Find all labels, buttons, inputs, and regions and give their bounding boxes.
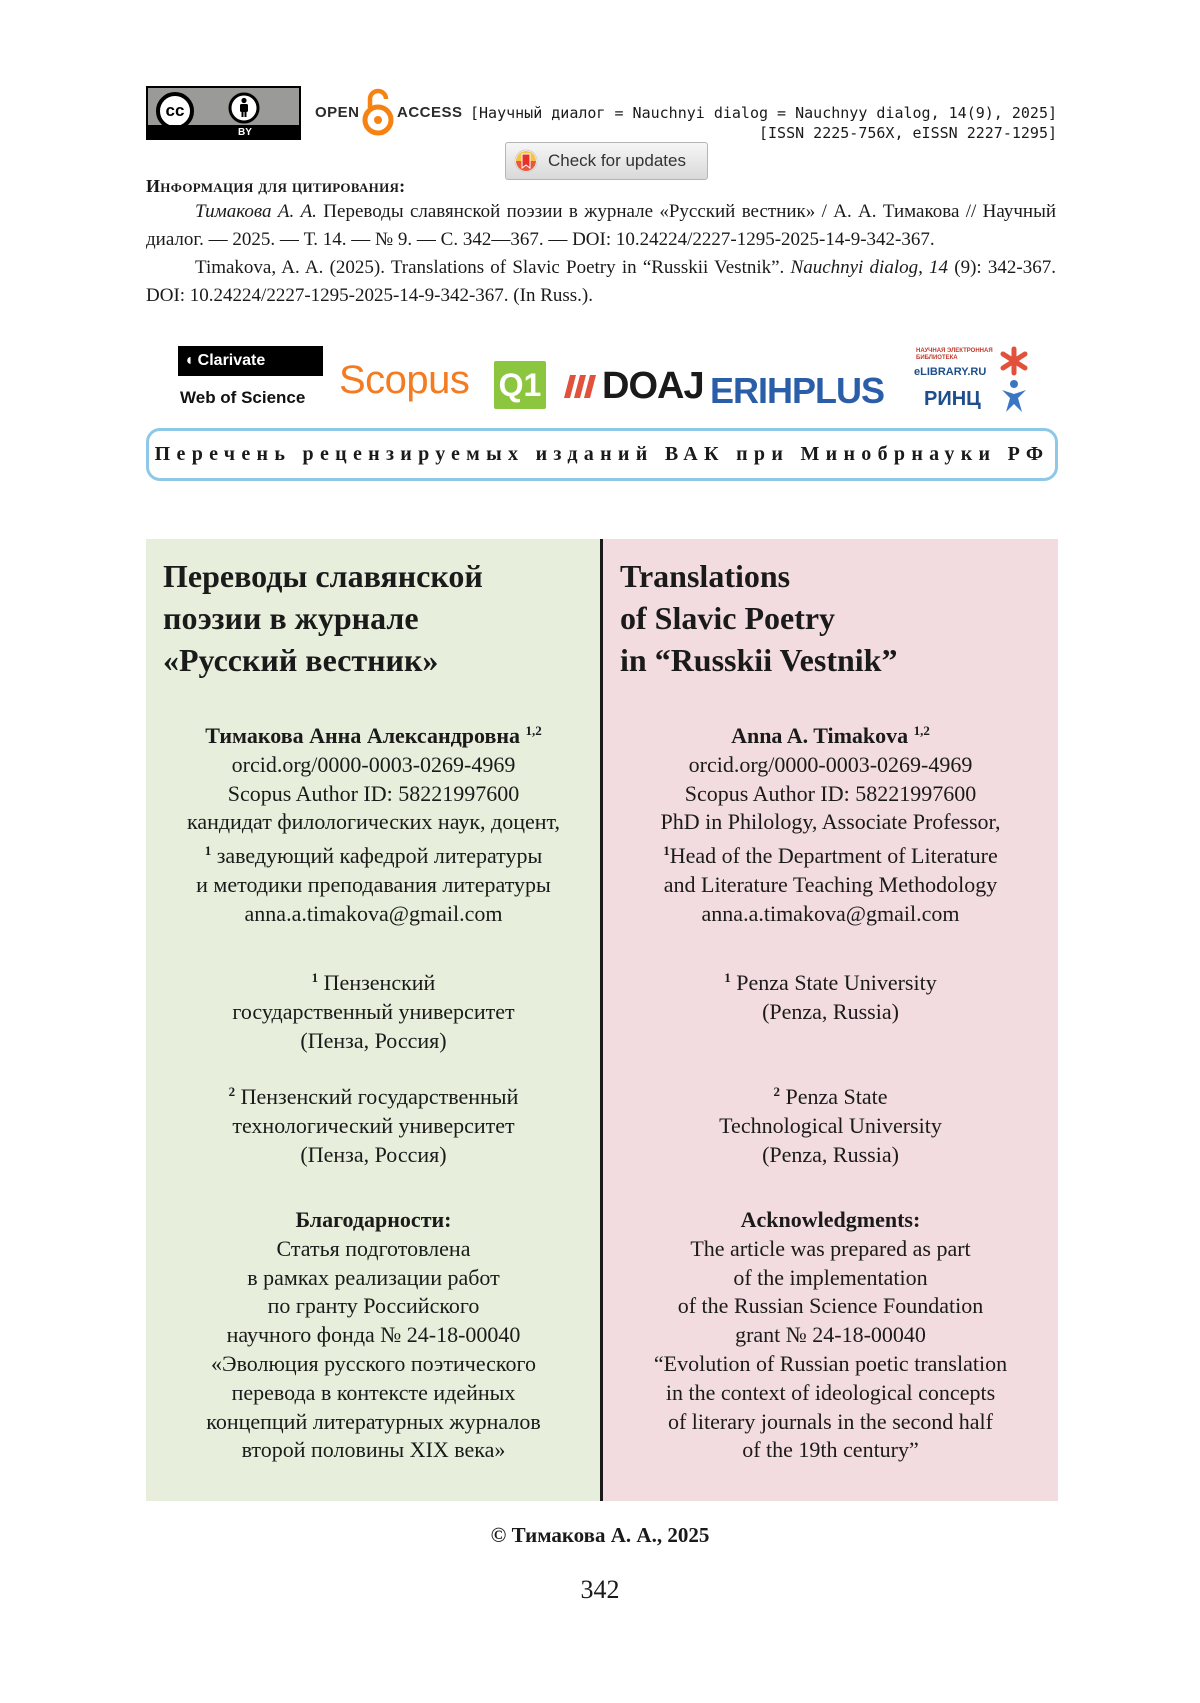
vak-list-label: Перечень рецензируемых изданий ВАК при Минобрнауки РФ xyxy=(154,443,1050,465)
affiliation-1-ru-line1: Пензенский xyxy=(318,970,436,995)
acknowledgments-line: in the context of ideological concepts xyxy=(665,1379,996,1405)
affiliation-2-sup: 2 xyxy=(773,1084,780,1099)
elibrary-tagline: НАУЧНАЯ ЭЛЕКТРОННАЯ БИБЛИОТЕКА xyxy=(916,348,993,361)
attribution-person-icon xyxy=(226,92,262,124)
affiliation-2-en-line3: (Penza, Russia) xyxy=(762,1141,899,1167)
position-en-line1: Head of the Department of Literature xyxy=(669,843,998,869)
author-affiliation-sup: 1,2 xyxy=(913,723,930,738)
article-title-ru: Переводы славянской поэзии в журнале «Русский вестник» xyxy=(163,558,483,678)
author-name-ru: Тимакова Анна Александровна xyxy=(205,723,521,748)
russian-column xyxy=(146,539,601,1501)
index-logos-row xyxy=(146,344,1056,414)
email-en: anna.a.timakova@gmail.com xyxy=(701,900,960,926)
open-access-right-text: ACCESS xyxy=(397,104,463,121)
affiliation-1-en-line2: (Penza, Russia) xyxy=(762,998,899,1024)
citation-block xyxy=(146,198,1056,310)
acknowledgments-line: “Evolution of Russian poetic translation xyxy=(653,1350,1008,1376)
acknowledgments-title-ru: Благодарности: xyxy=(295,1207,452,1232)
crossmark-bookmark-icon xyxy=(514,149,538,173)
acknowledgments-line: второй половины XIX века» xyxy=(241,1437,506,1463)
check-for-updates-button[interactable] xyxy=(505,142,708,180)
affiliation-2-ru xyxy=(146,1078,601,1169)
by-label: BY xyxy=(238,127,252,138)
check-for-updates-label: Check for updates xyxy=(548,151,686,170)
open-access-logo xyxy=(313,86,463,140)
acknowledgments-line: grant № 24-18-00040 xyxy=(735,1322,926,1348)
degree-ru: кандидат филологических наук, доцент, xyxy=(186,809,561,835)
acknowledgments-line: по гранту Российского xyxy=(267,1293,480,1319)
acknowledgments-line: «Эволюция русского поэтического xyxy=(211,1350,536,1376)
clarivate-logo xyxy=(178,346,323,376)
scopus-id-ru: Scopus Author ID: 58221997600 xyxy=(227,780,520,806)
license-strip xyxy=(148,125,299,138)
scopus-logo: Scopus xyxy=(339,358,470,402)
position-sup: 1 xyxy=(663,843,670,859)
affiliation-2-en xyxy=(603,1078,1058,1169)
author-info-ru xyxy=(146,717,601,929)
vak-list-banner xyxy=(146,428,1058,481)
affiliation-1-en-line1: Penza State University xyxy=(730,970,937,995)
journal-reference xyxy=(470,103,1057,143)
q1-quartile-badge: Q1 xyxy=(494,361,546,409)
acknowledgments-ru xyxy=(146,1206,601,1465)
affiliation-2-ru-line1: Пензенский государственный xyxy=(235,1084,519,1109)
orcid-ru: orcid.org/0000-0003-0269-4969 xyxy=(231,751,516,777)
affiliation-1-sup: 1 xyxy=(311,970,319,985)
doaj-mark-icon xyxy=(560,371,598,401)
acknowledgments-line: of the 19th century” xyxy=(742,1437,919,1463)
affiliation-1-ru-line3: (Пенза, Россия) xyxy=(300,1027,447,1053)
doaj-label: DOAJ xyxy=(602,364,704,407)
english-column xyxy=(603,539,1058,1501)
elibrary-label: eLIBRARY.RU xyxy=(914,366,987,378)
erihplus-logo: ERIHPLUS xyxy=(710,370,885,411)
clarivate-mark-icon: ◖ xyxy=(184,352,194,369)
acknowledgments-line: научного фонда № 24-18-00040 xyxy=(226,1322,521,1348)
acknowledgments-line: of the implementation xyxy=(733,1264,928,1290)
article-title-en: Translations of Slavic Poetry in “Russkii Vestnik” xyxy=(620,558,898,678)
acknowledgments-en xyxy=(603,1206,1058,1465)
rinc-label: РИНЦ xyxy=(924,388,981,410)
affiliation-2-ru-line3: (Пенза, Россия) xyxy=(300,1141,447,1167)
author-info-en xyxy=(603,717,1058,929)
degree-en: PhD in Philology, Associate Professor, xyxy=(660,809,1001,835)
citation-en-text: Timakova, A. A. (2025). Translations of Slavic Poetry in “Russkii Vestnik”. xyxy=(195,257,791,278)
acknowledgments-line: перевода в контексте идейных xyxy=(231,1379,516,1405)
affiliation-2-ru-line2: технологический университет xyxy=(232,1112,515,1138)
citation-heading: Информация для цитирования: xyxy=(146,176,406,196)
open-access-left-text: OPEN xyxy=(315,104,360,121)
position-sup: 1 xyxy=(204,843,212,859)
citation-en-journal: Nauchnyi dialog, 14 xyxy=(790,257,949,278)
cc-by-license-badge xyxy=(146,86,301,140)
affiliation-2-en-line2: Technological University xyxy=(719,1112,942,1138)
affiliation-1-en xyxy=(603,964,1058,1027)
acknowledgments-line: в рамках реализации работ xyxy=(247,1264,500,1290)
doaj-logo xyxy=(560,362,704,410)
author-name-en: Anna A. Timakova xyxy=(731,723,909,748)
affiliation-1-sup: 1 xyxy=(724,970,731,985)
acknowledgments-line: The article was prepared as part xyxy=(690,1235,971,1261)
elibrary-rinc-logo xyxy=(914,346,1032,414)
acknowledgments-line: of literary journals in the second half xyxy=(667,1408,993,1434)
citation-ru xyxy=(146,198,1056,254)
position-en-line2: and Literature Teaching Methodology xyxy=(663,871,998,897)
issn-line: [ISSN 2225-756X, eISSN 2227-1295] xyxy=(758,124,1057,142)
email-ru: anna.a.timakova@gmail.com xyxy=(244,900,503,926)
citation-ru-author: Тимакова А. А. xyxy=(195,201,317,222)
affiliation-1-ru xyxy=(146,964,601,1055)
scopus-id-en: Scopus Author ID: 58221997600 xyxy=(684,780,977,806)
citation-en xyxy=(146,254,1056,310)
affiliation-2-sup: 2 xyxy=(228,1084,236,1099)
position-ru-line2: и методики преподавания литературы xyxy=(196,871,551,897)
copyright-notice: © Тимакова А. А., 2025 xyxy=(490,1523,710,1547)
clarivate-label: Clarivate xyxy=(197,352,266,369)
acknowledgments-title-en: Acknowledgments: xyxy=(740,1207,921,1232)
acknowledgments-line: концепций литературных журналов xyxy=(206,1408,541,1434)
position-ru-line1: заведующий кафедрой литературы xyxy=(211,843,543,869)
affiliation-1-ru-line2: государственный университет xyxy=(232,998,515,1024)
citation-ru-text: Переводы славянской поэзии в журнале «Русский вестник» / А. А. Тимакова // Научный диалог. — 2025. — Т. 14. — № 9. — С. 342—367. — DOI: 10.24224/2227-1295-2025-14-9-342-367. xyxy=(146,201,1057,250)
journal-reference-line: [Научный диалог = Nauchnyi dialog = Nauchnyy dialog, 14(9), 2025] xyxy=(470,104,1057,122)
creative-commons-icon: cc xyxy=(156,92,194,130)
acknowledgments-line: of the Russian Science Foundation xyxy=(677,1293,984,1319)
page-number: 342 xyxy=(580,1575,620,1604)
web-of-science-logo: Web of Science xyxy=(180,388,306,407)
orcid-en: orcid.org/0000-0003-0269-4969 xyxy=(688,751,973,777)
open-lock-icon xyxy=(361,86,395,136)
affiliation-2-en-line1: Penza State xyxy=(779,1084,888,1109)
elibrary-figure-icon xyxy=(998,346,1030,414)
acknowledgments-line: Статья подготовлена xyxy=(276,1235,471,1261)
citation-en-rest: (9): 342-367. DOI: 10.24224/2227-1295-2025-14-9-342-367. (In Russ.). xyxy=(146,257,1056,306)
author-affiliation-sup: 1,2 xyxy=(525,723,542,738)
